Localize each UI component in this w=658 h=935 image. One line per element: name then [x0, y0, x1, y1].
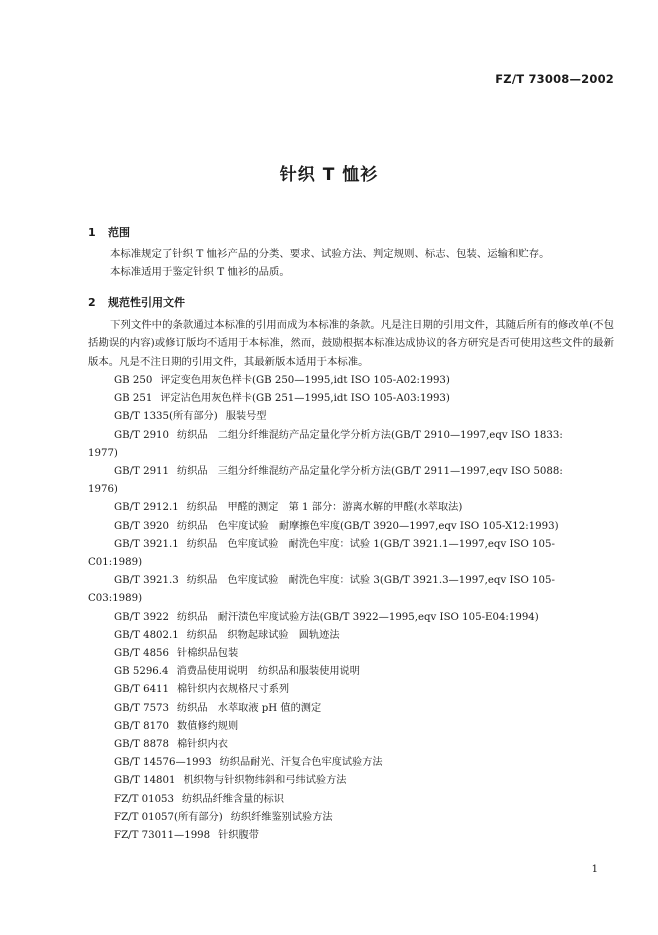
reference-item: [88, 736, 614, 754]
reference-code: GB/T 6411: [114, 684, 170, 696]
reference-code: GB/T 3921.1: [114, 538, 179, 550]
reference-title: 纺织品 三组分纤维混纺产品定量化学分析方法(GB/T 2911—1997,eqv ISO 5088:: [177, 466, 563, 478]
reference-code: GB 250: [114, 375, 153, 386]
reference-title: 评定变色用灰色样卡(GB 250—1995,idt ISO 105-A02:1993): [160, 375, 450, 386]
section-title: 范围: [108, 226, 130, 239]
reference-title: 纺织品 甲醛的测定 第 1 部分：游离水解的甲醛(水萃取法): [186, 502, 463, 514]
reference-item: [88, 609, 614, 627]
section-heading-references: [88, 294, 185, 310]
reference-code: GB/T 8878: [114, 739, 170, 751]
reference-code: GB 251: [114, 393, 153, 405]
section-number: 2: [88, 296, 96, 309]
reference-code: GB/T 2912.1: [114, 502, 179, 514]
reference-title: 机织物与针织物纬斜和弓纬试验方法: [183, 775, 347, 787]
reference-item: [88, 809, 614, 827]
reference-item: [88, 700, 614, 718]
reference-title: 纺织品 色牢度试验 耐摩擦色牢度(GB/T 3920—1997,eqv ISO 105-X12:1993): [177, 520, 559, 532]
reference-code: GB/T 3920: [114, 520, 170, 532]
section-number: 1: [88, 226, 96, 239]
reference-code: GB/T 7573: [114, 702, 170, 714]
reference-code: GB/T 2910: [114, 429, 170, 441]
reference-list: [88, 372, 614, 845]
paragraph-text: 本标准适用于鉴定针织 T 恤衫的品质。: [110, 266, 290, 278]
reference-title: 纺织品 织物起球试验 圆轨迹法: [186, 629, 340, 641]
reference-code: GB/T 4856: [114, 648, 170, 660]
reference-item: [88, 663, 614, 681]
reference-item: [88, 718, 614, 736]
reference-title: 服装号型: [225, 411, 267, 423]
reference-code: GB/T 3922: [114, 611, 170, 623]
section-heading-scope: [88, 224, 130, 240]
reference-title: 针织腹带: [218, 830, 259, 842]
reference-code: GB 5296.4: [114, 666, 169, 678]
reference-code: GB/T 4802.1: [114, 629, 179, 641]
reference-title: 数值修约规则: [177, 720, 239, 732]
reference-item: [88, 463, 614, 481]
reference-item: [88, 645, 614, 663]
reference-code: FZ/T 01053: [114, 793, 175, 805]
reference-title: 消费品使用说明 纺织品和服装使用说明: [176, 666, 360, 678]
reference-title: 纺织品耐光、汗复合色牢度试验方法: [219, 757, 383, 769]
reference-title: 针棉织品包装: [177, 648, 239, 660]
reference-title: 纺织品 二组分纤维混纺产品定量化学分析方法(GB/T 2910—1997,eqv ISO 1833:: [177, 429, 563, 441]
scope-paragraph-2: [88, 263, 614, 281]
reference-continuation: 1976): [88, 484, 118, 496]
reference-title: 纺织纤维鉴别试验方法: [230, 811, 333, 823]
reference-code: GB/T 3921.3: [114, 575, 179, 587]
reference-item: [88, 499, 614, 517]
reference-code: GB/T 1335(所有部分): [114, 411, 218, 423]
reference-title: 纺织品 色牢度试验 耐洗色牢度：试验 1(GB/T 3921.1—1997,eqv ISO 105-: [186, 538, 555, 550]
page-number: 1: [591, 864, 598, 875]
paragraph-text: 本标准规定了针织 T 恤衫产品的分类、要求、试验方法、判定规则、标志、包装、运输和贮存。: [110, 248, 550, 260]
reference-code: GB/T 2911: [114, 466, 170, 478]
standard-number: FZ/T 73008—2002: [495, 72, 614, 86]
reference-item: [88, 681, 614, 699]
reference-continuation: 1977): [88, 447, 118, 459]
reference-item: [88, 772, 614, 790]
reference-title: 纺织品 水萃取液 pH 值的测定: [177, 702, 322, 714]
scope-paragraph-1: [88, 245, 614, 263]
reference-title: 纺织品纤维含量的标识: [182, 793, 284, 805]
reference-continuation: C03:1989): [88, 593, 143, 605]
section-title: 规范性引用文件: [108, 296, 185, 309]
reference-title: 纺织品 耐汗渍色牢度试验方法(GB/T 3922—1995,eqv ISO 105-E04:1994): [177, 611, 539, 623]
reference-code: FZ/T 73011—1998: [114, 830, 211, 842]
references-intro: [88, 316, 614, 371]
reference-code: GB/T 14576—1993: [114, 757, 212, 769]
reference-code: GB/T 14801: [114, 775, 176, 787]
paragraph-text: 下列文件中的条款通过本标准的引用而成为本标准的条款。凡是注日期的引用文件，其随后所有的修改单(不包括勘误的内容)或修订版均不适用于本标准，然而，鼓励根据本标准达成协议的各方研究是否可使用这些文件的最新版本。凡是不注日期的引用文件，其最新版本适用于本标准。: [88, 319, 614, 368]
reference-item: [88, 518, 614, 536]
reference-item: [88, 791, 614, 809]
reference-title: 棉针织内衣规格尺寸系列: [177, 684, 290, 696]
reference-item: [88, 408, 614, 426]
reference-continuation: C01:1989): [88, 557, 143, 569]
reference-code: GB/T 8170: [114, 720, 170, 732]
reference-item: [88, 572, 614, 590]
reference-item: [88, 827, 614, 845]
reference-item: [88, 390, 614, 408]
reference-code: FZ/T 01057(所有部分): [114, 811, 223, 823]
reference-item: [88, 627, 614, 645]
document-title: 针织 T 恤衫: [279, 165, 379, 185]
reference-title: 棉针织内衣: [177, 739, 228, 751]
reference-item: [88, 372, 614, 390]
reference-title: 纺织品 色牢度试验 耐洗色牢度：试验 3(GB/T 3921.3—1997,eqv ISO 105-: [186, 575, 555, 587]
reference-item: [88, 754, 614, 772]
reference-item: [88, 536, 614, 554]
reference-item: [88, 427, 614, 445]
reference-title: 评定沾色用灰色样卡(GB 251—1995,idt ISO 105-A03:1993): [160, 393, 450, 405]
